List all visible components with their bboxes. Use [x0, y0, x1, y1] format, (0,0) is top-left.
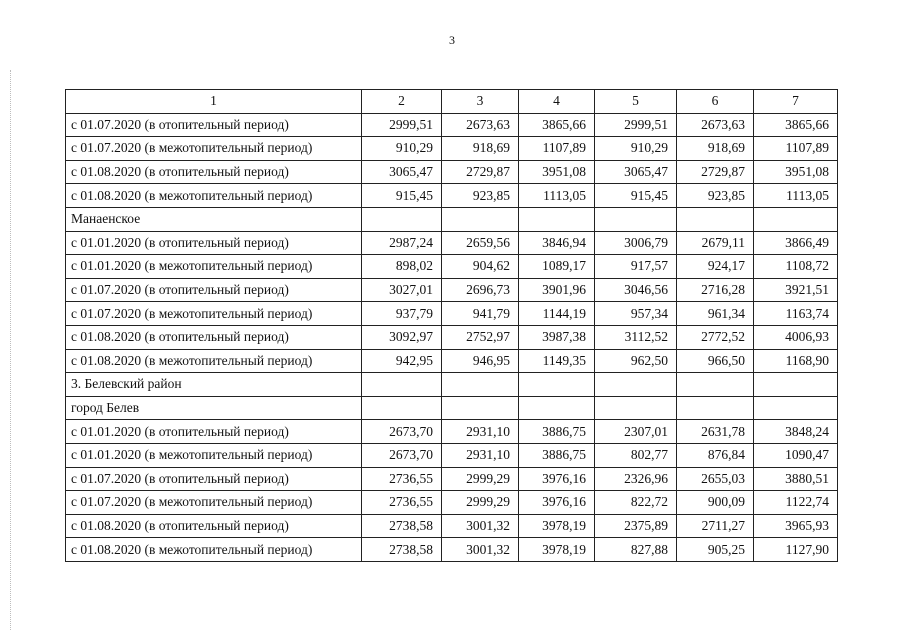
rate-cell-col-5: 2999,51 — [595, 113, 677, 137]
row-label: с 01.07.2020 (в межотопительный период) — [66, 491, 362, 515]
rate-cell-col-4: 3978,19 — [519, 538, 595, 562]
rate-cell-col-6: 2772,52 — [677, 325, 754, 349]
rate-cell-col-5: 917,57 — [595, 255, 677, 279]
rate-cell-col-7 — [754, 373, 838, 397]
rate-cell-col-7: 3866,49 — [754, 231, 838, 255]
rate-cell-col-3 — [442, 373, 519, 397]
rate-cell-col-5 — [595, 373, 677, 397]
rate-cell-col-4: 3976,16 — [519, 467, 595, 491]
row-label: с 01.01.2020 (в отопительный период) — [66, 420, 362, 444]
table-row — [66, 396, 838, 420]
rate-cell-col-5: 3065,47 — [595, 160, 677, 184]
table-row — [66, 538, 838, 562]
rate-cell-col-2: 2999,51 — [362, 113, 442, 137]
column-header-1: 1 — [66, 90, 362, 114]
rate-cell-col-3: 2729,87 — [442, 160, 519, 184]
table-row — [66, 373, 838, 397]
row-label: с 01.08.2020 (в отопительный период) — [66, 160, 362, 184]
rate-cell-col-5: 962,50 — [595, 349, 677, 373]
row-label: Манаенское — [66, 207, 362, 231]
rate-cell-col-6: 961,34 — [677, 302, 754, 326]
column-header-2: 2 — [362, 90, 442, 114]
rate-cell-col-4: 3901,96 — [519, 278, 595, 302]
table-row — [66, 349, 838, 373]
rate-cell-col-6: 966,50 — [677, 349, 754, 373]
rate-cell-col-7: 4006,93 — [754, 325, 838, 349]
column-header-7: 7 — [754, 90, 838, 114]
rate-cell-col-3: 2999,29 — [442, 491, 519, 515]
rate-cell-col-7: 3951,08 — [754, 160, 838, 184]
column-header-4: 4 — [519, 90, 595, 114]
rate-cell-col-2: 3027,01 — [362, 278, 442, 302]
rate-cell-col-3: 2659,56 — [442, 231, 519, 255]
row-label: с 01.01.2020 (в отопительный период) — [66, 231, 362, 255]
page-number: 3 — [449, 33, 455, 47]
rate-cell-col-6: 918,69 — [677, 137, 754, 161]
rate-cell-col-5: 2307,01 — [595, 420, 677, 444]
column-header-3: 3 — [442, 90, 519, 114]
rate-cell-col-5: 3006,79 — [595, 231, 677, 255]
row-label: 3. Белевский район — [66, 373, 362, 397]
rate-cell-col-3: 918,69 — [442, 137, 519, 161]
rate-cell-col-3: 3001,32 — [442, 538, 519, 562]
rate-cell-col-5: 802,77 — [595, 443, 677, 467]
rate-cell-col-4: 3846,94 — [519, 231, 595, 255]
rate-cell-col-3: 2999,29 — [442, 467, 519, 491]
row-label: с 01.08.2020 (в отопительный период) — [66, 514, 362, 538]
rate-cell-col-6: 2729,87 — [677, 160, 754, 184]
rate-cell-col-3: 946,95 — [442, 349, 519, 373]
rate-cell-col-2: 898,02 — [362, 255, 442, 279]
rate-cell-col-6: 2679,11 — [677, 231, 754, 255]
rate-cell-col-4: 1149,35 — [519, 349, 595, 373]
rate-cell-col-6: 2673,63 — [677, 113, 754, 137]
rate-cell-col-4: 3951,08 — [519, 160, 595, 184]
column-header-5: 5 — [595, 90, 677, 114]
scan-margin-marks — [10, 70, 13, 630]
rate-cell-col-3: 3001,32 — [442, 514, 519, 538]
rate-cell-col-6: 2711,27 — [677, 514, 754, 538]
rate-cell-col-7: 1108,72 — [754, 255, 838, 279]
rate-cell-col-7: 3965,93 — [754, 514, 838, 538]
rate-cell-col-4 — [519, 207, 595, 231]
row-label: с 01.08.2020 (в отопительный период) — [66, 325, 362, 349]
table-row — [66, 514, 838, 538]
rate-cell-col-4: 1089,17 — [519, 255, 595, 279]
table-row — [66, 325, 838, 349]
rate-cell-col-5: 827,88 — [595, 538, 677, 562]
rate-cell-col-2: 910,29 — [362, 137, 442, 161]
rate-cell-col-4: 1144,19 — [519, 302, 595, 326]
rate-cell-col-4: 3886,75 — [519, 443, 595, 467]
row-label: с 01.08.2020 (в межотопительный период) — [66, 538, 362, 562]
table-row — [66, 420, 838, 444]
rate-cell-col-6: 905,25 — [677, 538, 754, 562]
rate-cell-col-4: 3886,75 — [519, 420, 595, 444]
rate-cell-col-3: 923,85 — [442, 184, 519, 208]
table-row — [66, 207, 838, 231]
rate-cell-col-3: 2931,10 — [442, 443, 519, 467]
rate-cell-col-6: 876,84 — [677, 443, 754, 467]
rate-cell-col-5 — [595, 396, 677, 420]
rate-cell-col-2: 2738,58 — [362, 538, 442, 562]
rate-cell-col-2: 942,95 — [362, 349, 442, 373]
rate-cell-col-2: 2736,55 — [362, 467, 442, 491]
rate-cell-col-7 — [754, 396, 838, 420]
rate-cell-col-7: 3921,51 — [754, 278, 838, 302]
table-row — [66, 184, 838, 208]
table-row — [66, 137, 838, 161]
rate-cell-col-6 — [677, 207, 754, 231]
tariff-table-body — [66, 90, 838, 562]
rate-cell-col-2: 2673,70 — [362, 443, 442, 467]
rate-cell-col-2: 2736,55 — [362, 491, 442, 515]
rate-cell-col-2: 3092,97 — [362, 325, 442, 349]
rate-cell-col-3 — [442, 396, 519, 420]
row-label: с 01.07.2020 (в межотопительный период) — [66, 302, 362, 326]
rate-cell-col-7: 1122,74 — [754, 491, 838, 515]
column-header-6: 6 — [677, 90, 754, 114]
rate-cell-col-4: 3978,19 — [519, 514, 595, 538]
rate-cell-col-4: 3865,66 — [519, 113, 595, 137]
rate-cell-col-2: 915,45 — [362, 184, 442, 208]
row-label: с 01.07.2020 (в отопительный период) — [66, 278, 362, 302]
table-row — [66, 255, 838, 279]
table-header-row — [66, 90, 838, 114]
rate-cell-col-4: 3987,38 — [519, 325, 595, 349]
rate-cell-col-3 — [442, 207, 519, 231]
rate-cell-col-4: 3976,16 — [519, 491, 595, 515]
rate-cell-col-4: 1107,89 — [519, 137, 595, 161]
rate-cell-col-6: 924,17 — [677, 255, 754, 279]
rate-cell-col-2: 2738,58 — [362, 514, 442, 538]
rate-cell-col-2: 2673,70 — [362, 420, 442, 444]
rate-cell-col-7: 1113,05 — [754, 184, 838, 208]
rate-cell-col-6 — [677, 396, 754, 420]
row-label: с 01.01.2020 (в межотопительный период) — [66, 443, 362, 467]
rate-cell-col-7: 1090,47 — [754, 443, 838, 467]
rate-cell-col-6: 923,85 — [677, 184, 754, 208]
row-label: с 01.07.2020 (в отопительный период) — [66, 113, 362, 137]
rate-cell-col-2: 3065,47 — [362, 160, 442, 184]
rate-cell-col-2: 937,79 — [362, 302, 442, 326]
rate-cell-col-7 — [754, 207, 838, 231]
rate-cell-col-7: 1168,90 — [754, 349, 838, 373]
rate-cell-col-3: 2752,97 — [442, 325, 519, 349]
rate-cell-col-4: 1113,05 — [519, 184, 595, 208]
rate-cell-col-6: 2655,03 — [677, 467, 754, 491]
table-row — [66, 302, 838, 326]
rate-cell-col-5: 3112,52 — [595, 325, 677, 349]
rate-cell-col-3: 2931,10 — [442, 420, 519, 444]
rate-cell-col-5: 3046,56 — [595, 278, 677, 302]
rate-cell-col-5: 2375,89 — [595, 514, 677, 538]
rate-cell-col-2 — [362, 207, 442, 231]
rate-cell-col-7: 3848,24 — [754, 420, 838, 444]
table-row — [66, 160, 838, 184]
rate-cell-col-2 — [362, 373, 442, 397]
rate-cell-col-6: 2631,78 — [677, 420, 754, 444]
table-row — [66, 443, 838, 467]
rate-cell-col-7: 1127,90 — [754, 538, 838, 562]
row-label: с 01.08.2020 (в межотопительный период) — [66, 184, 362, 208]
rate-cell-col-7: 3865,66 — [754, 113, 838, 137]
rate-cell-col-7: 3880,51 — [754, 467, 838, 491]
rate-cell-col-2 — [362, 396, 442, 420]
rate-cell-col-6: 900,09 — [677, 491, 754, 515]
table-row — [66, 467, 838, 491]
table-row — [66, 491, 838, 515]
rate-cell-col-5: 2326,96 — [595, 467, 677, 491]
rate-cell-col-2: 2987,24 — [362, 231, 442, 255]
tariff-table — [65, 89, 838, 562]
rate-cell-col-6: 2716,28 — [677, 278, 754, 302]
rate-cell-col-5: 915,45 — [595, 184, 677, 208]
rate-cell-col-5: 822,72 — [595, 491, 677, 515]
rate-cell-col-5 — [595, 207, 677, 231]
rate-cell-col-3: 2673,63 — [442, 113, 519, 137]
rate-cell-col-5: 910,29 — [595, 137, 677, 161]
table-row — [66, 231, 838, 255]
table-row — [66, 113, 838, 137]
row-label: с 01.01.2020 (в межотопительный период) — [66, 255, 362, 279]
rate-cell-col-3: 2696,73 — [442, 278, 519, 302]
rate-cell-col-4 — [519, 396, 595, 420]
row-label: с 01.08.2020 (в межотопительный период) — [66, 349, 362, 373]
row-label: с 01.07.2020 (в отопительный период) — [66, 467, 362, 491]
rate-cell-col-7: 1163,74 — [754, 302, 838, 326]
rate-cell-col-7: 1107,89 — [754, 137, 838, 161]
rate-cell-col-6 — [677, 373, 754, 397]
rate-cell-col-3: 941,79 — [442, 302, 519, 326]
table-row — [66, 278, 838, 302]
rate-cell-col-4 — [519, 373, 595, 397]
rate-cell-col-3: 904,62 — [442, 255, 519, 279]
row-label: город Белев — [66, 396, 362, 420]
row-label: с 01.07.2020 (в межотопительный период) — [66, 137, 362, 161]
rate-cell-col-5: 957,34 — [595, 302, 677, 326]
